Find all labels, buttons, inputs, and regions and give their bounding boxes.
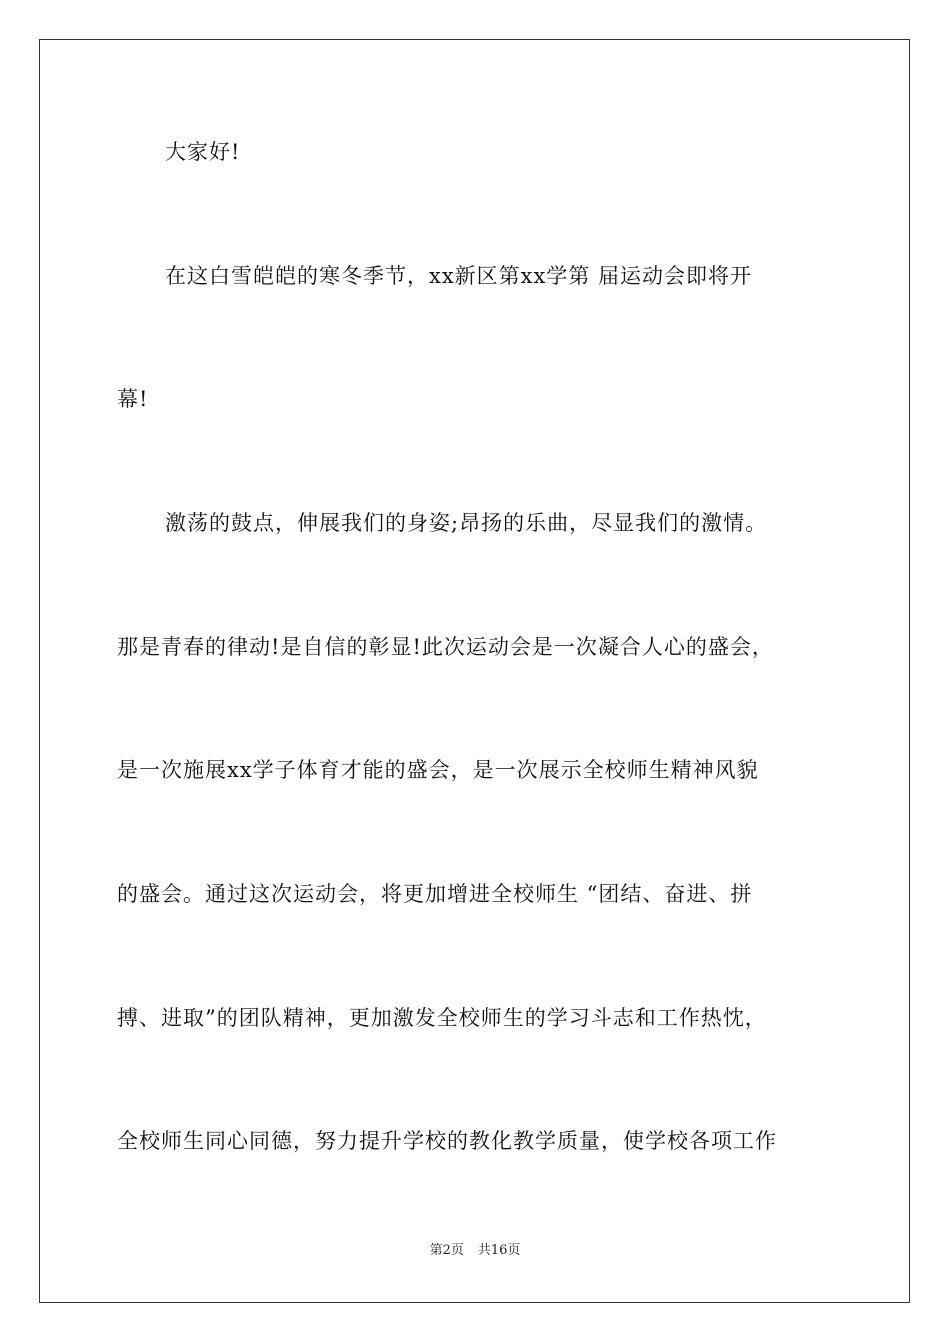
paragraph-line: 在这白雪皑皑的寒冬季节，xx新区第xx学第 届运动会即将开 — [165, 264, 753, 288]
page-number: 第2页 — [429, 1243, 464, 1258]
paragraph-line: 的盛会。通过这次运动会，将更加增进全校师生 “团结、奋进、拼 — [117, 882, 753, 906]
page-footer — [0, 1242, 950, 1260]
paragraph-line: 那是青春的律动!是自信的彰显!此次运动会是一次凝合人心的盛会， — [117, 635, 774, 659]
paragraph-line: 激荡的鼓点，伸展我们的身姿;昂扬的乐曲，尽显我们的激情。 — [165, 511, 768, 535]
paragraph-line-greeting: 大家好! — [165, 140, 241, 164]
paragraph-line: 是一次施展xx学子体育才能的盛会，是一次展示全校师生精神风貌 — [117, 758, 759, 782]
page-total: 共16页 — [477, 1243, 521, 1258]
paragraph-line: 搏、进取”的团队精神，更加激发全校师生的学习斗志和工作热忱， — [117, 1006, 767, 1030]
paragraph-line: 全校师生同心同德，努力提升学校的教化教学质量，使学校各项工作 — [117, 1129, 777, 1153]
page-border — [39, 39, 910, 1303]
paragraph-line: 幕! — [117, 387, 149, 411]
